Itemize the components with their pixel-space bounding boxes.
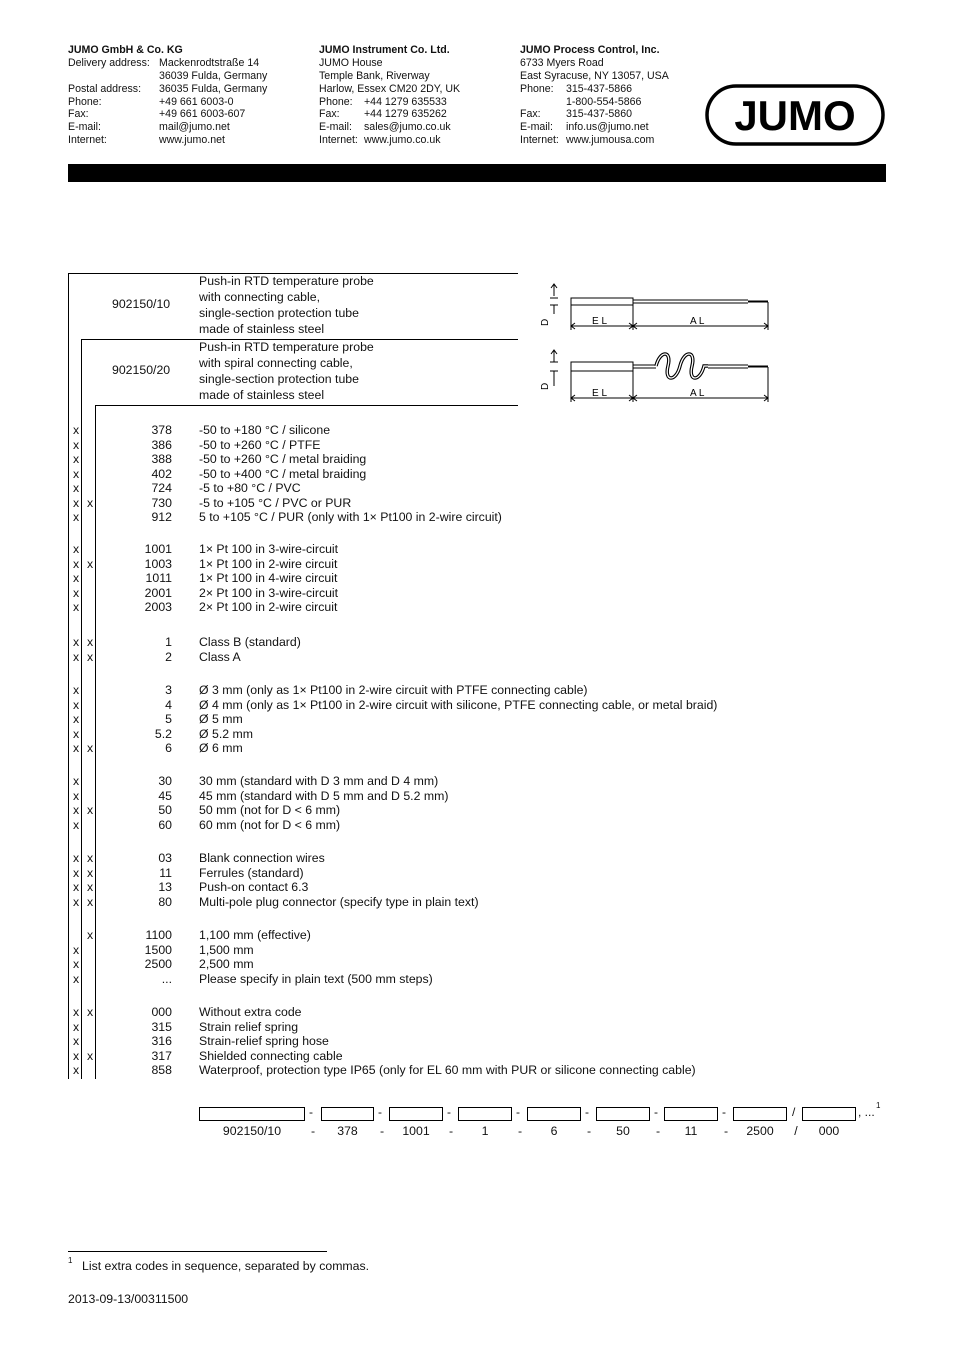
probe-drawing-straight: [538, 280, 778, 335]
type-code: 902150/10: [112, 297, 171, 311]
address-value: 315-437-5866: [566, 82, 632, 95]
address-label: Internet:: [520, 134, 559, 147]
option-code: 2500: [144, 957, 172, 972]
type-description: [199, 339, 374, 403]
address-label: E-mail:: [520, 121, 553, 134]
option-code: 402: [151, 466, 172, 481]
order-code-box[interactable]: [664, 1107, 718, 1121]
option-code: 724: [151, 481, 172, 496]
option-description: 30 mm (standard with D 3 mm and D 4 mm): [199, 774, 439, 788]
address-label: Fax:: [68, 108, 89, 121]
option-code: 000: [151, 1005, 172, 1019]
address-label: E-mail:: [68, 121, 101, 134]
option-description: Class B (standard): [199, 635, 301, 649]
option-mark-basic-1: x: [73, 556, 80, 571]
option-mark-basic-1: x: [73, 542, 80, 556]
order-code-box[interactable]: [802, 1107, 856, 1121]
option-code: 388: [151, 452, 172, 467]
option-code: 2: [165, 649, 172, 664]
option-description: Blank connection wires: [199, 851, 325, 865]
footnote-text: List extra codes in sequence, separated by commas.: [82, 1259, 370, 1273]
option-code: 1100: [145, 928, 172, 942]
address-value: Mackenrodtstraße 14: [159, 56, 260, 69]
footnote-rule: [68, 1251, 327, 1252]
example-value: 902150/10: [222, 1124, 282, 1138]
order-code-separator: -: [516, 1105, 520, 1119]
footnote-marker: 1: [68, 1256, 73, 1265]
option-description: Strain-relief spring hose: [199, 1034, 329, 1049]
order-code-box[interactable]: [733, 1107, 787, 1121]
option-description: Waterproof, protection type IP65 (only for EL 60 mm with PUR or silicone connecting cable): [199, 1063, 696, 1078]
option-code: 2003: [144, 600, 172, 615]
option-code: 1011: [145, 571, 172, 586]
type-description-line: with connecting cable,: [199, 290, 320, 304]
example-separator: /: [794, 1124, 798, 1138]
option-mark-basic-1: x: [73, 788, 80, 803]
type-description: [199, 273, 374, 337]
option-description: Ø 5 mm: [199, 712, 243, 727]
example-value: 11: [684, 1124, 698, 1138]
option-description: -5 to +80 °C / PVC: [199, 481, 301, 496]
option-mark-basic-2: x: [87, 649, 94, 664]
option-mark-basic-1: x: [73, 942, 80, 957]
order-code-separator: -: [722, 1105, 726, 1119]
dimension-label-al: A L: [690, 388, 705, 399]
option-mark-basic-1: x: [73, 865, 80, 880]
type-description-line: with spiral connecting cable,: [199, 356, 353, 370]
option-mark-basic-1: x: [73, 880, 80, 895]
option-description: Push-on contact 6.3: [199, 880, 309, 895]
type-description-line: single-section protection tube: [199, 372, 359, 386]
option-mark-basic-2: x: [87, 635, 94, 649]
option-mark-basic-1: x: [73, 851, 80, 865]
option-code: 5: [165, 712, 172, 727]
option-mark-basic-2: x: [87, 880, 94, 895]
example-separator: -: [586, 1124, 592, 1138]
option-mark-basic-1: x: [73, 452, 80, 467]
option-code: 80: [158, 894, 172, 909]
address-jumo-uk: [319, 44, 461, 147]
option-mark-basic-1: x: [73, 571, 80, 586]
jumo-logo: [705, 84, 885, 146]
address-value: Temple Bank, Riverway: [319, 69, 430, 82]
address-value: Harlow, Essex CM20 2DY, UK: [319, 82, 461, 95]
option-mark-basic-1: x: [73, 481, 80, 496]
address-label: E-mail:: [319, 121, 352, 134]
option-description: 1× Pt 100 in 4-wire circuit: [199, 571, 338, 586]
option-description: Shielded connecting cable: [199, 1048, 343, 1063]
address-label: Fax:: [319, 108, 340, 121]
option-code: 317: [151, 1048, 172, 1063]
option-code: 1001: [144, 542, 172, 556]
option-mark-basic-1: x: [73, 697, 80, 712]
option-description: Strain relief spring: [199, 1019, 299, 1034]
address-value: mail@jumo.net: [159, 121, 230, 134]
option-description: 5 to +105 °C / PUR (only with 1× Pt100 in 2-wire circuit): [199, 510, 502, 525]
option-code: 2001: [144, 585, 172, 600]
option-code: 1003: [144, 556, 172, 571]
type-code: 902150/20: [112, 363, 171, 377]
option-code: 1: [165, 635, 172, 649]
address-label: Internet:: [68, 134, 107, 147]
option-description: Ø 6 mm: [199, 741, 243, 756]
address-label: Internet:: [319, 134, 358, 147]
option-description: Please specify in plain text (500 mm steps): [199, 971, 433, 986]
option-code: 315: [151, 1019, 172, 1034]
address-label: Phone:: [520, 82, 554, 95]
option-mark-basic-1: x: [73, 803, 80, 818]
order-code-box[interactable]: [458, 1107, 512, 1121]
order-code-trailing: , ...: [858, 1105, 875, 1119]
type-description-line: Push-in RTD temperature probe: [199, 340, 374, 354]
option-description: 2× Pt 100 in 2-wire circuit: [199, 600, 338, 615]
option-code: 45: [158, 788, 172, 803]
order-code-box[interactable]: [389, 1107, 443, 1121]
dimension-label-d: D: [540, 318, 551, 326]
address-value: info.us@jumo.net: [566, 121, 649, 134]
option-description: Multi-pole plug connector (specify type in plain text): [199, 894, 479, 909]
address-label: Fax:: [520, 108, 541, 121]
option-mark-basic-1: x: [73, 1048, 80, 1063]
order-code-box[interactable]: [527, 1107, 581, 1121]
option-code: 60: [158, 817, 172, 832]
option-code: 912: [151, 510, 172, 525]
option-code: 386: [151, 437, 172, 452]
option-description: 1,500 mm: [199, 942, 254, 957]
option-mark-basic-1: x: [73, 1063, 80, 1078]
address-value: 36039 Fulda, Germany: [159, 69, 268, 82]
option-mark-basic-2: x: [87, 894, 94, 909]
order-code-separator: -: [309, 1105, 313, 1119]
address-value: www.jumousa.com: [566, 134, 655, 147]
option-mark-basic-2: x: [87, 1005, 94, 1019]
address-value: 36035 Fulda, Germany: [159, 82, 268, 95]
option-description: -50 to +260 °C / metal braiding: [199, 452, 367, 467]
option-mark-basic-1: x: [73, 437, 80, 452]
option-mark-basic-1: x: [73, 683, 80, 697]
dimension-label-al: A L: [690, 316, 705, 327]
option-mark-basic-1: x: [73, 1019, 80, 1034]
address-value: JUMO House: [319, 56, 383, 69]
address-value: 1-800-554-5866: [566, 95, 642, 108]
option-mark-basic-1: x: [73, 600, 80, 615]
option-mark-basic-2: x: [87, 928, 94, 942]
address-value: www.jumo.co.uk: [364, 134, 441, 147]
example-value: 000: [818, 1124, 840, 1138]
option-mark-basic-2: x: [87, 1048, 94, 1063]
option-mark-basic-1: x: [73, 971, 80, 986]
option-description: Ø 3 mm (only as 1× Pt100 in 2-wire circuit with PTFE connecting cable): [199, 683, 588, 697]
option-mark-basic-1: x: [73, 423, 80, 437]
order-code-box[interactable]: [199, 1107, 305, 1121]
option-mark-basic-1: x: [73, 510, 80, 525]
option-code: 3: [165, 683, 172, 697]
example-value: 2500: [746, 1124, 774, 1138]
address-label: Phone:: [319, 95, 353, 108]
option-mark-basic-1: x: [73, 495, 80, 510]
example-separator: -: [310, 1124, 316, 1138]
option-mark-basic-2: x: [87, 865, 94, 880]
option-description: 2,500 mm: [199, 957, 254, 972]
option-mark-basic-1: x: [73, 649, 80, 664]
option-description: 1,100 mm (effective): [199, 928, 311, 942]
option-code: 13: [158, 880, 172, 895]
option-mark-basic-2: x: [87, 495, 94, 510]
address-value: +44 1279 635262: [364, 108, 447, 121]
company-name: JUMO Process Control, Inc.: [520, 44, 660, 56]
option-description: 1× Pt 100 in 2-wire circuit: [199, 556, 338, 571]
example-separator: -: [723, 1124, 729, 1138]
option-description: Class A: [199, 649, 241, 664]
option-description: 60 mm (not for D < 6 mm): [199, 817, 341, 832]
type-description-line: made of stainless steel: [199, 322, 325, 336]
option-code: 30: [158, 774, 172, 788]
dimension-label-el: E L: [592, 388, 608, 399]
option-mark-basic-1: x: [73, 466, 80, 481]
order-code-separator: -: [654, 1105, 658, 1119]
option-code: 378: [151, 423, 172, 437]
address-value: 6733 Myers Road: [520, 56, 604, 69]
option-description: 1× Pt 100 in 3-wire-circuit: [199, 542, 339, 556]
type-description-line: Push-in RTD temperature probe: [199, 274, 374, 288]
example-value: 6: [550, 1124, 558, 1138]
option-mark-basic-2: x: [87, 741, 94, 756]
option-code: 316: [151, 1034, 172, 1049]
option-code: 50: [158, 803, 172, 818]
example-separator: -: [517, 1124, 523, 1138]
option-code: 5.2: [154, 726, 172, 741]
example-separator: -: [379, 1124, 385, 1138]
option-code: 730: [151, 495, 172, 510]
option-mark-basic-2: x: [87, 556, 94, 571]
company-name: JUMO GmbH & Co. KG: [68, 44, 183, 56]
option-mark-basic-1: x: [73, 1005, 80, 1019]
option-code: 4: [165, 697, 172, 712]
address-jumo-germany: [68, 44, 268, 147]
option-code: 858: [151, 1063, 172, 1078]
address-jumo-usa: [520, 44, 669, 147]
address-value: sales@jumo.co.uk: [364, 121, 451, 134]
option-code: 03: [158, 851, 172, 865]
option-code: ...: [161, 971, 172, 986]
example-value: 378: [337, 1124, 358, 1138]
address-label: Delivery address:: [68, 56, 150, 69]
address-value: +49 661 6003-607: [159, 108, 246, 121]
option-description: Without extra code: [199, 1005, 302, 1019]
option-mark-basic-1: x: [73, 774, 80, 788]
order-code-separator: -: [378, 1105, 382, 1119]
type-description-line: single-section protection tube: [199, 306, 359, 320]
example-separator: -: [655, 1124, 661, 1138]
order-code-separator: /: [792, 1105, 796, 1119]
option-code: 1500: [144, 942, 172, 957]
address-label: Phone:: [68, 95, 102, 108]
option-description: -50 to +400 °C / metal braiding: [199, 466, 367, 481]
option-description: 2× Pt 100 in 3-wire-circuit: [199, 585, 339, 600]
option-mark-basic-1: x: [73, 741, 80, 756]
option-description: 45 mm (standard with D 5 mm and D 5.2 mm): [199, 788, 449, 803]
option-description: -5 to +105 °C / PVC or PUR: [199, 495, 352, 510]
option-mark-basic-1: x: [73, 817, 80, 832]
option-mark-basic-2: x: [87, 803, 94, 818]
option-mark-basic-1: x: [73, 894, 80, 909]
option-description: -50 to +260 °C / PTFE: [199, 437, 321, 452]
order-code-separator: -: [447, 1105, 451, 1119]
option-code: 6: [165, 741, 172, 756]
address-value: +44 1279 635533: [364, 95, 447, 108]
option-description: Ø 5.2 mm: [199, 726, 253, 741]
option-description: Ferrules (standard): [199, 865, 304, 880]
logo-text: JUMO: [734, 92, 856, 139]
dimension-label-el: E L: [592, 316, 608, 327]
probe-drawing-spiral: [538, 346, 778, 404]
order-code-separator: -: [585, 1105, 589, 1119]
option-mark-basic-1: x: [73, 726, 80, 741]
footnote-marker: 1: [876, 1101, 881, 1110]
address-label: Postal address:: [68, 82, 142, 95]
option-mark-basic-1: x: [73, 957, 80, 972]
example-value: 1001: [402, 1124, 430, 1138]
address-value: www.jumo.net: [159, 134, 225, 147]
option-mark-basic-1: x: [73, 712, 80, 727]
example-value: 1: [481, 1124, 489, 1138]
dimension-label-d: D: [540, 382, 551, 390]
option-mark-basic-2: x: [87, 851, 94, 865]
example-separator: -: [448, 1124, 454, 1138]
option-mark-basic-1: x: [73, 1034, 80, 1049]
example-value: 50: [616, 1124, 630, 1138]
header-bar: [68, 164, 886, 182]
document-id: 2013-09-13/00311500: [68, 1292, 189, 1306]
address-value: +49 661 6003-0: [159, 95, 234, 108]
address-value: 315-437-5860: [566, 108, 632, 121]
option-description: Ø 4 mm (only as 1× Pt100 in 2-wire circuit with silicone, PTFE connecting cable, or metal braid): [199, 697, 718, 712]
option-code: 11: [159, 865, 172, 880]
order-code-box[interactable]: [596, 1107, 650, 1121]
company-name: JUMO Instrument Co. Ltd.: [319, 44, 450, 56]
option-description: 50 mm (not for D < 6 mm): [199, 803, 341, 818]
address-value: East Syracuse, NY 13057, USA: [520, 69, 669, 82]
order-code-box[interactable]: [321, 1107, 374, 1121]
option-description: -50 to +180 °C / silicone: [199, 423, 331, 437]
option-mark-basic-1: x: [73, 585, 80, 600]
type-description-line: made of stainless steel: [199, 388, 325, 402]
option-mark-basic-1: x: [73, 635, 80, 649]
